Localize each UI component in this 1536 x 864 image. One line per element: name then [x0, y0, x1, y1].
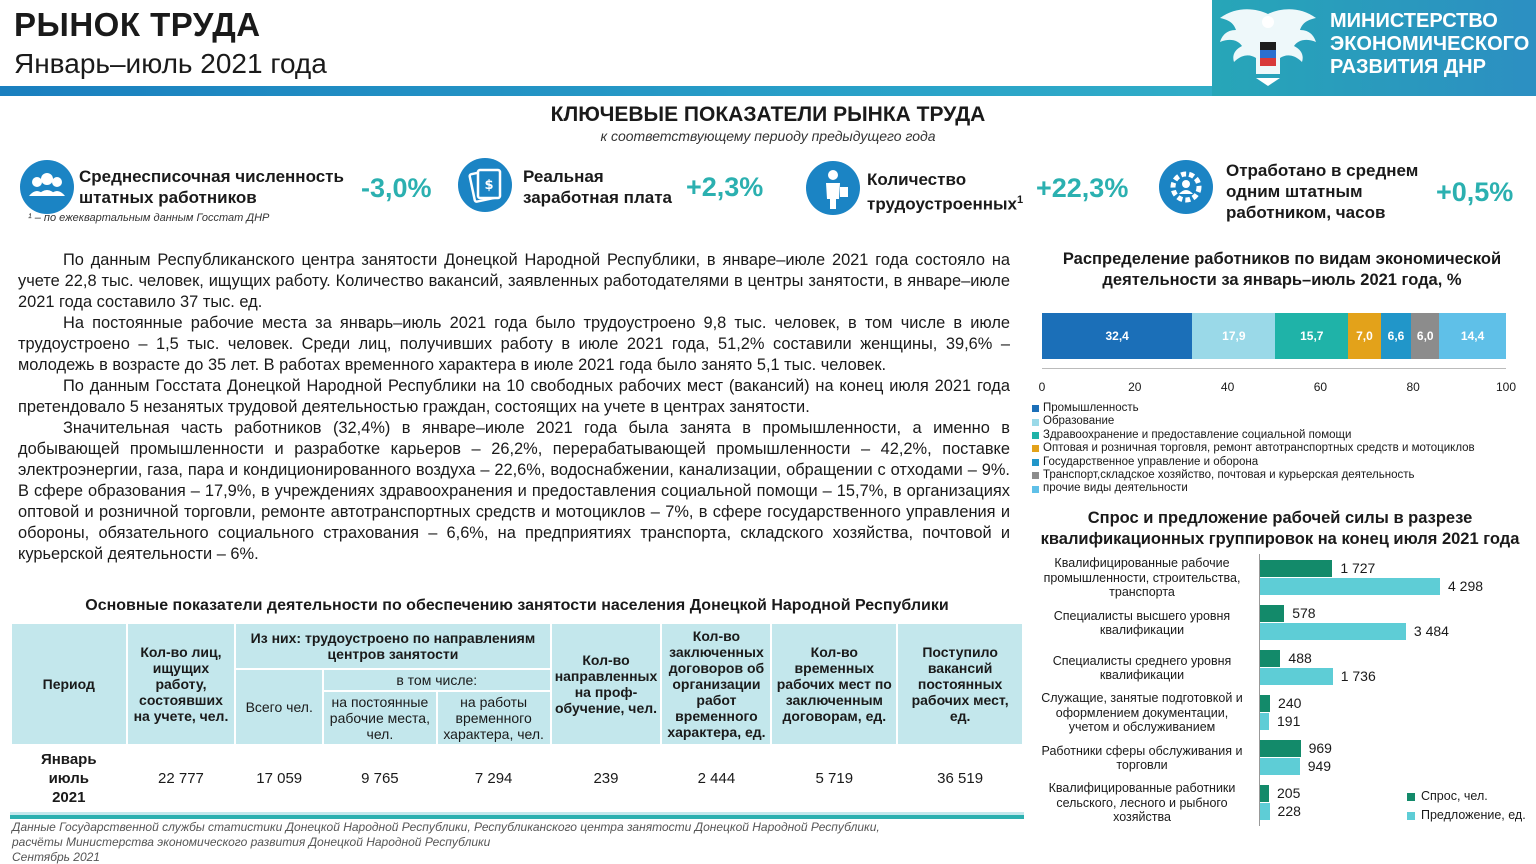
ministry-block — [1212, 0, 1536, 96]
chart2-demand-bar — [1260, 560, 1332, 577]
th-employed-group: Из них: трудоустроено по направлениям центров занятости — [235, 623, 550, 669]
legend-item — [1032, 469, 1475, 482]
legend-item — [1032, 456, 1475, 469]
chart1-stacked-bar — [1042, 313, 1506, 359]
legend-label: Оптовая и розничная торговля, ремонт автотранспортных средств и мотоциклов — [1043, 442, 1475, 455]
chart2-value-label: 969 — [1308, 740, 1332, 756]
key-indicators-title: КЛЮЧЕВЫЕ ПОКАЗАТЕЛИ РЫНКА ТРУДА — [550, 103, 986, 126]
kpi-hours-label: Отработано в среднем одним штатным работником, часов — [1226, 161, 1419, 222]
chart2-supply-bar — [1260, 803, 1270, 820]
th-contracts: Кол-во заключенных договоров об организации работ временного характера, ед. — [661, 623, 771, 745]
chart2-demand-bar — [1260, 605, 1284, 622]
cell-vacancies: 36 519 — [897, 745, 1023, 813]
chart2-title: Спрос и предложение рабочей силы в разрезе квалификационных группировок на конец июля 2021 года — [1040, 509, 1520, 548]
chart2-category-label: Работники сферы обслуживания и торговли — [1041, 743, 1243, 772]
chart1-tick-label: 40 — [1220, 380, 1235, 394]
chart1-axis — [1042, 368, 1506, 369]
legend-label: прочие виды деятельности — [1043, 482, 1188, 495]
money-icon — [458, 158, 512, 212]
chart2-category-label: Квалифицированные работники сельского, лесного и рыбного хозяйства — [1048, 781, 1236, 825]
table-row — [11, 745, 1023, 813]
key-indicators-subtitle: к соответствующему периоду предыдущего года — [600, 128, 936, 144]
gear-person-icon — [1159, 160, 1213, 214]
legend-label: Транспорт,складское хозяйство, почтовая и курьерская деятельность — [1043, 469, 1415, 482]
kpi-employed-value: +22,3% — [1036, 173, 1129, 203]
eagle-emblem-icon — [1216, 4, 1320, 88]
page-subtitle: Январь–июль 2021 года — [14, 48, 327, 79]
chart2-supply-bar — [1260, 578, 1440, 595]
legend-swatch — [1032, 419, 1039, 426]
chart2-supply-bar — [1260, 758, 1300, 775]
kpi-salary-label: Реальная заработная плата — [523, 167, 672, 207]
chart1-title: Распределение работников по видам экономической деятельности за январь–июль 2021 года, % — [1062, 250, 1502, 289]
chart2-supply-bar — [1260, 623, 1406, 640]
cell-seekers: 22 777 — [127, 745, 236, 813]
table-title: Основные показатели деятельности по обеспечению занятости населения Донецкой Народной Республики — [85, 597, 949, 614]
legend-swatch — [1032, 459, 1039, 466]
chart2-category-label: Специалисты среднего уровня квалификации — [1052, 653, 1232, 682]
chart2-value-label: 191 — [1277, 713, 1301, 729]
legend-label: Промышленность — [1043, 402, 1139, 414]
chart1-segment: 6,0 — [1411, 313, 1439, 359]
chart2-value-label: 949 — [1307, 758, 1332, 774]
cell-temporary: 7 294 — [437, 745, 551, 813]
worker-icon — [806, 161, 860, 215]
svg-text:$: $ — [484, 178, 494, 193]
kpi-headcount-value: -3,0% — [361, 173, 432, 203]
th-including: в том числе: — [323, 669, 550, 691]
chart1-legend — [1032, 402, 1475, 496]
th-temp-places: Кол-во временных рабочих мест по заключенным договорам, ед. — [771, 623, 897, 745]
chart1-segment: 6,6 — [1381, 313, 1412, 359]
chart1-tick-label: 100 — [1495, 380, 1517, 394]
chart1-segment: 17,9 — [1192, 313, 1275, 359]
th-vacancies: Поступило вакансий постоянных рабочих мест, ед. — [897, 623, 1023, 745]
legend-swatch — [1032, 432, 1039, 439]
chart2-value-label: 3 484 — [1413, 623, 1449, 639]
chart2-value-label: 578 — [1292, 605, 1316, 621]
th-total: Всего чел. — [235, 669, 323, 745]
legend-item — [1032, 482, 1475, 495]
kpi-footnote: ¹ – по ежеквартальным данным Госстат ДНР — [28, 212, 270, 224]
legend-item-demand: Спрос, чел. — [1407, 787, 1526, 806]
chart1-segment: 15,7 — [1275, 313, 1348, 359]
chart2-demand-bar — [1260, 740, 1301, 757]
legend-item — [1032, 415, 1475, 428]
chart1-tick-label: 20 — [1128, 380, 1142, 394]
cell-permanent: 9 765 — [323, 745, 437, 813]
th-period: Период — [11, 623, 127, 745]
chart2-legend — [1407, 787, 1526, 825]
chart1-tick-label: 80 — [1406, 380, 1420, 394]
chart2-supply-bar — [1260, 713, 1269, 730]
th-temporary: на работы временного характера, чел. — [437, 691, 551, 745]
chart2-value-label: 1 727 — [1340, 560, 1376, 576]
legend-swatch — [1032, 445, 1039, 452]
kpi-salary-value: +2,3% — [686, 172, 764, 202]
legend-label: Государственное управление и оборона — [1043, 455, 1259, 468]
chart2-category-label: Специалисты высшего уровня квалификации — [1053, 608, 1231, 637]
employment-table — [10, 622, 1024, 815]
chart2-value-label: 4 298 — [1448, 578, 1484, 594]
chart2-category-label: Квалифицированные рабочие промышленности, строительства, транспорта — [1043, 556, 1241, 600]
chart1-segment: 7,0 — [1348, 313, 1380, 359]
kpi-headcount-label: Среднесписочная численность штатных работников — [79, 167, 344, 207]
footer-source: Данные Государственной службы статистики Донецкой Народной Республики, Республиканского центра занятости Донецкой Народной Республики, расчёты Министерства экономического развития Донецкой Народной Республики Сентябрь 2021 — [12, 820, 880, 864]
cell-period: Январь июль 2021 — [11, 745, 127, 813]
people-icon — [20, 160, 74, 214]
paragraph: По данным Республиканского центра занятости Донецкой Народной Республики, в январе–июле 2021 года состояло на учете 22,8 тыс. человек, ищущих работу. Количество вакансий, заявленных работодателями в центры занятости, в январе–июле 2021 года составило 37 тыс. ед. — [18, 251, 1010, 311]
legend-item — [1032, 442, 1475, 455]
chart1-segment: 32,4 — [1042, 313, 1192, 359]
chart2-value-label: 1 736 — [1340, 668, 1376, 684]
cell-training: 239 — [551, 745, 662, 813]
chart2-category-label: Служащие, занятые подготовкой и оформлением документации, учетом и обслуживанием — [1041, 691, 1243, 735]
page-title: РЫНОК ТРУДА — [14, 6, 261, 43]
legend-swatch — [1032, 405, 1039, 412]
kpi-hours-value: +0,5% — [1436, 177, 1514, 207]
paragraph: На постоянные рабочие места за январь–июль 2021 года было трудоустроено 9,8 тыс. человек, в том числе в июле трудоустроено – 1,5 тыс. человек. Среди лиц, получивших работу в июле 2021 года, 51,2% составили женщины, 39,6% – молодежь в возрасте до 35 лет. В работах временного характера в июле 2021 года было занято 5,1 тыс. человек. — [18, 314, 1010, 374]
chart2-demand-bar — [1260, 785, 1269, 802]
legend-item — [1032, 402, 1475, 415]
table-header-row — [11, 623, 1023, 669]
chart2-demand-bar — [1260, 650, 1280, 667]
legend-item-supply: Предложение, ед. — [1407, 806, 1526, 825]
chart2-supply-bar — [1260, 668, 1333, 685]
chart2-demand-bar — [1260, 695, 1270, 712]
legend-label: Образование — [1043, 415, 1115, 428]
chart2-value-label: 228 — [1277, 803, 1301, 819]
paragraph: По данным Госстата Донецкой Народной Республики на 10 свободных рабочих мест (вакансий) на конец июля 2021 года претендовало 5 незанятых трудовой деятельностью граждан, состоящих на учете в центрах занятости. — [18, 377, 1010, 416]
legend-swatch — [1407, 812, 1415, 820]
paragraph: Значительная часть работников (32,4%) в январе–июле 2021 года была занята в промышленности, а именно в добывающей промышленности и разработке карьеров – 26,2%, перерабатывающей промышленности – 42,2%, поставке электроэнергии, газа, пара и кондиционированного воздуха – 22,6%, водоснабжении, канализации, обращении с отходами – 9%. В сфере образования – 17,9%, в учреждениях здравоохранения и предоставления социальной помощи – 15,7%, в организациях оптовой и розничной торговли, ремонте автотранспортных средств и мотоциклов – 7%, в сфере государственного управления и обороны, обязательного социального страхования – 6,6%, на предприятиях транспорта, складского хозяйства, почтовой и курьерской деятельности – 6%. — [18, 419, 1010, 563]
cell-temp-places: 5 719 — [771, 745, 897, 813]
kpi-employed-label: Количество трудоустроенных$^1$ — [867, 170, 1024, 214]
th-seekers: Кол-во лиц, ищущих работу, состоявших на учете, чел. — [127, 623, 236, 745]
body-text — [18, 250, 1010, 565]
chart1-tick-label: 0 — [1038, 380, 1046, 394]
table-bottom-rule — [10, 815, 1024, 819]
cell-total: 17 059 — [235, 745, 323, 813]
cell-contracts: 2 444 — [661, 745, 771, 813]
chart1-tick-label: 60 — [1313, 380, 1328, 394]
th-training: Кол-во направленных на проф-обучение, чел. — [551, 623, 662, 745]
chart2-value-label: 488 — [1288, 650, 1312, 666]
legend-label: Здравоохранение и предоставление социальной помощи — [1043, 428, 1352, 441]
th-permanent: на постоянные рабочие места, чел. — [323, 691, 437, 745]
legend-swatch — [1032, 486, 1039, 493]
chart1-segment: 14,4 — [1439, 313, 1506, 359]
chart2-value-label: 205 — [1277, 785, 1301, 801]
legend-swatch — [1032, 472, 1039, 479]
ministry-name: МИНИСТЕРСТВО ЭКОНОМИЧЕСКОГО РАЗВИТИЯ ДНР — [1330, 10, 1530, 78]
legend-item — [1032, 429, 1475, 442]
chart2-value-label: 240 — [1278, 695, 1302, 711]
legend-swatch — [1407, 793, 1415, 801]
